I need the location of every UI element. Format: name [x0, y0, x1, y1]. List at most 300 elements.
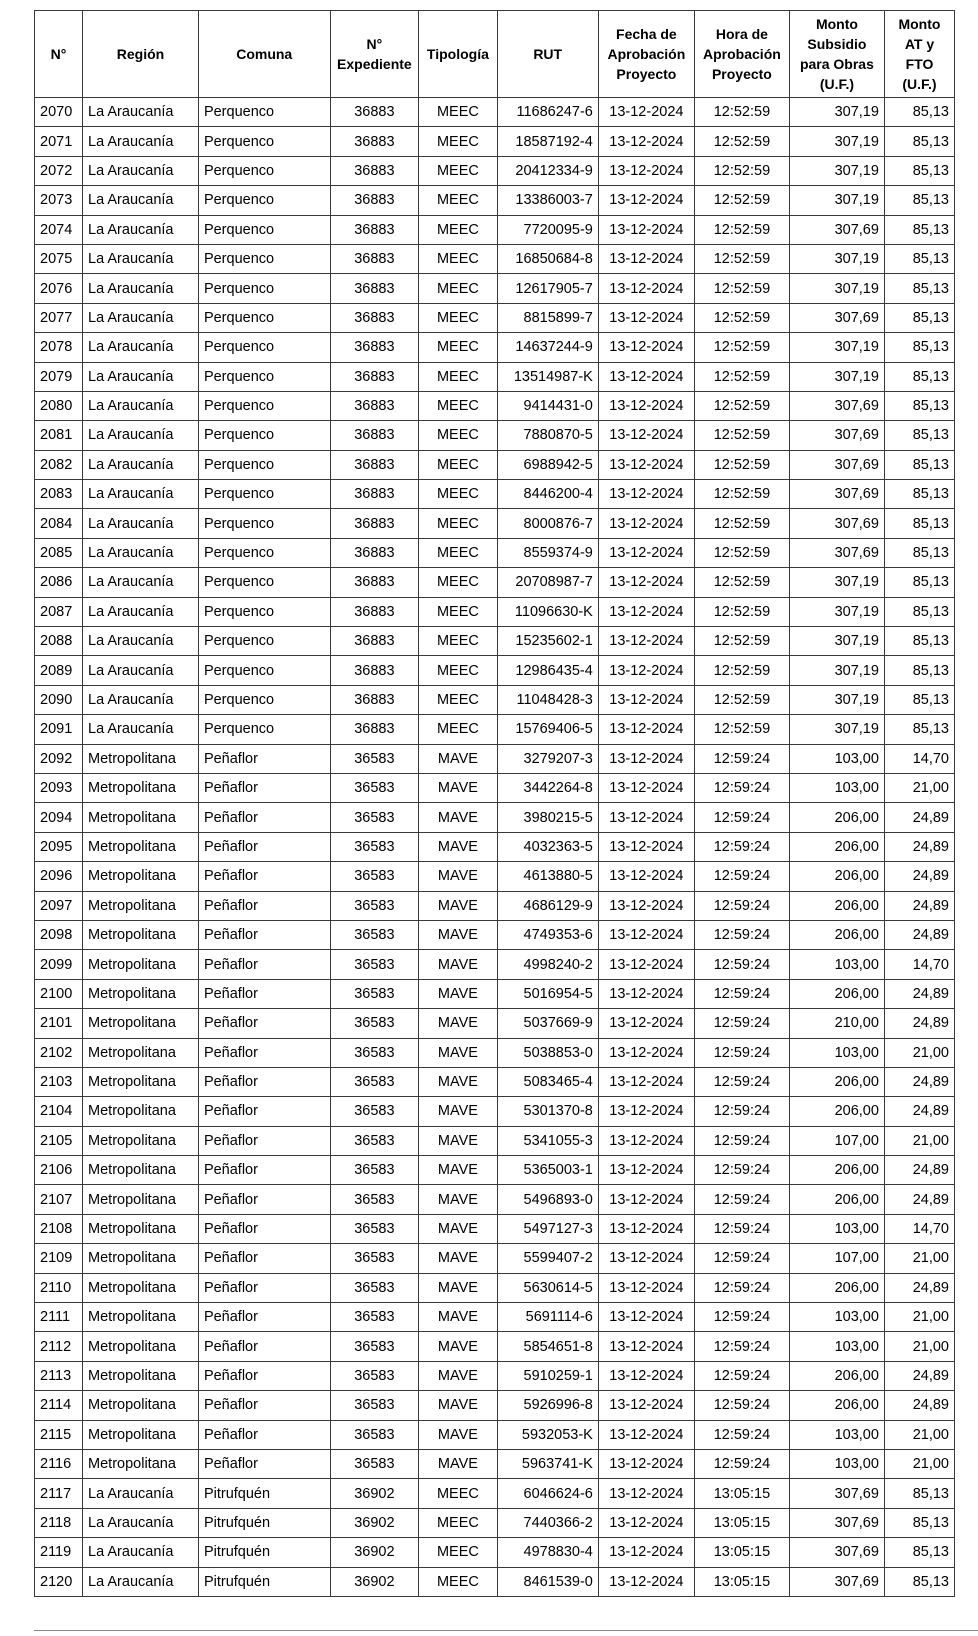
- cell-region: Metropolitana: [83, 1097, 199, 1126]
- cell-comuna: Peñaflor: [198, 920, 330, 949]
- cell-hora: 12:52:59: [694, 303, 789, 332]
- table-row: [35, 744, 955, 773]
- cell-region: La Araucanía: [83, 597, 199, 626]
- cell-fecha: 13-12-2024: [598, 950, 694, 979]
- cell-hora: 12:59:24: [694, 773, 789, 802]
- cell-monto-at-fto: 24,89: [884, 1156, 954, 1185]
- cell-fecha: 13-12-2024: [598, 1508, 694, 1537]
- cell-monto-at-fto: 85,13: [884, 568, 954, 597]
- cell-rut: 5083465-4: [497, 1067, 598, 1096]
- cell-monto-subsidio: 206,00: [789, 1097, 884, 1126]
- cell-monto-at-fto: 85,13: [884, 685, 954, 714]
- table-row: [35, 127, 955, 156]
- cell-rut: 13386003-7: [497, 186, 598, 215]
- cell-monto-subsidio: 307,69: [789, 1479, 884, 1508]
- header-expediente: N° Expediente: [330, 11, 419, 98]
- cell-hora: 12:59:24: [694, 891, 789, 920]
- cell-fecha: 13-12-2024: [598, 1538, 694, 1567]
- cell-comuna: Peñaflor: [198, 1244, 330, 1273]
- cell-hora: 12:59:24: [694, 1038, 789, 1067]
- cell-rut: 11686247-6: [497, 98, 598, 127]
- header-fecha-aprobacion: Fecha de Aprobación Proyecto: [598, 11, 694, 98]
- cell-comuna: Peñaflor: [198, 1214, 330, 1243]
- cell-expediente: 36583: [330, 1214, 419, 1243]
- cell-rut: 5963741-K: [497, 1449, 598, 1478]
- cell-comuna: Peñaflor: [198, 1391, 330, 1420]
- cell-region: Metropolitana: [83, 950, 199, 979]
- cell-rut: 11048428-3: [497, 685, 598, 714]
- cell-region: La Araucanía: [83, 421, 199, 450]
- cell-expediente: 36883: [330, 362, 419, 391]
- table-row: [35, 1567, 955, 1596]
- cell-rut: 18587192-4: [497, 127, 598, 156]
- cell-rut: 5496893-0: [497, 1185, 598, 1214]
- table-row: [35, 627, 955, 656]
- cell-region: La Araucanía: [83, 156, 199, 185]
- cell-monto-subsidio: 206,00: [789, 862, 884, 891]
- cell-rut: 4978830-4: [497, 1538, 598, 1567]
- cell-rut: 5910259-1: [497, 1361, 598, 1390]
- cell-hora: 12:52:59: [694, 98, 789, 127]
- cell-number: 2071: [35, 127, 83, 156]
- table-row: [35, 1538, 955, 1567]
- cell-expediente: 36883: [330, 186, 419, 215]
- cell-fecha: 13-12-2024: [598, 803, 694, 832]
- cell-tipologia: MEEC: [419, 274, 497, 303]
- cell-number: 2077: [35, 303, 83, 332]
- cell-region: La Araucanía: [83, 186, 199, 215]
- cell-expediente: 36883: [330, 421, 419, 450]
- header-monto-at-fto: Monto AT y FTO (U.F.): [884, 11, 954, 98]
- cell-hora: 12:52:59: [694, 715, 789, 744]
- cell-number: 2083: [35, 480, 83, 509]
- cell-fecha: 13-12-2024: [598, 362, 694, 391]
- cell-monto-at-fto: 24,89: [884, 832, 954, 861]
- cell-monto-at-fto: 24,89: [884, 979, 954, 1008]
- cell-comuna: Perquenco: [198, 244, 330, 273]
- cell-comuna: Perquenco: [198, 715, 330, 744]
- cell-fecha: 13-12-2024: [598, 862, 694, 891]
- cell-tipologia: MEEC: [419, 127, 497, 156]
- table-row: [35, 244, 955, 273]
- cell-monto-subsidio: 206,00: [789, 1273, 884, 1302]
- cell-region: Metropolitana: [83, 920, 199, 949]
- cell-expediente: 36583: [330, 773, 419, 802]
- cell-monto-subsidio: 307,69: [789, 538, 884, 567]
- cell-expediente: 36902: [330, 1479, 419, 1508]
- cell-expediente: 36583: [330, 1156, 419, 1185]
- cell-monto-subsidio: 307,19: [789, 568, 884, 597]
- table-row: [35, 1009, 955, 1038]
- cell-fecha: 13-12-2024: [598, 1420, 694, 1449]
- table-row: [35, 391, 955, 420]
- cell-number: 2118: [35, 1508, 83, 1537]
- table-row: [35, 832, 955, 861]
- cell-expediente: 36883: [330, 685, 419, 714]
- cell-number: 2082: [35, 450, 83, 479]
- cell-fecha: 13-12-2024: [598, 773, 694, 802]
- cell-fecha: 13-12-2024: [598, 303, 694, 332]
- cell-comuna: Peñaflor: [198, 1361, 330, 1390]
- cell-fecha: 13-12-2024: [598, 244, 694, 273]
- cell-rut: 5038853-0: [497, 1038, 598, 1067]
- cell-monto-at-fto: 85,13: [884, 362, 954, 391]
- cell-comuna: Peñaflor: [198, 1273, 330, 1302]
- cell-region: Metropolitana: [83, 1126, 199, 1155]
- table-row: [35, 274, 955, 303]
- cell-monto-subsidio: 307,19: [789, 656, 884, 685]
- cell-comuna: Perquenco: [198, 362, 330, 391]
- cell-monto-at-fto: 24,89: [884, 862, 954, 891]
- table-row: [35, 1097, 955, 1126]
- cell-tipologia: MAVE: [419, 1420, 497, 1449]
- cell-rut: 12986435-4: [497, 656, 598, 685]
- cell-comuna: Peñaflor: [198, 1303, 330, 1332]
- cell-comuna: Peñaflor: [198, 803, 330, 832]
- cell-region: Metropolitana: [83, 1067, 199, 1096]
- cell-rut: 8446200-4: [497, 480, 598, 509]
- cell-region: La Araucanía: [83, 244, 199, 273]
- cell-rut: 4032363-5: [497, 832, 598, 861]
- cell-monto-subsidio: 307,19: [789, 627, 884, 656]
- table-row: [35, 1214, 955, 1243]
- cell-number: 2103: [35, 1067, 83, 1096]
- cell-rut: 4686129-9: [497, 891, 598, 920]
- cell-monto-at-fto: 85,13: [884, 1567, 954, 1596]
- cell-rut: 8559374-9: [497, 538, 598, 567]
- cell-tipologia: MAVE: [419, 1361, 497, 1390]
- cell-tipologia: MEEC: [419, 538, 497, 567]
- cell-monto-subsidio: 307,19: [789, 156, 884, 185]
- cell-number: 2089: [35, 656, 83, 685]
- cell-comuna: Perquenco: [198, 450, 330, 479]
- cell-fecha: 13-12-2024: [598, 920, 694, 949]
- cell-expediente: 36583: [330, 744, 419, 773]
- cell-expediente: 36583: [330, 1391, 419, 1420]
- cell-hora: 12:52:59: [694, 333, 789, 362]
- cell-monto-at-fto: 85,13: [884, 656, 954, 685]
- cell-expediente: 36902: [330, 1508, 419, 1537]
- cell-hora: 12:59:24: [694, 1214, 789, 1243]
- cell-number: 2107: [35, 1185, 83, 1214]
- cell-rut: 5016954-5: [497, 979, 598, 1008]
- cell-tipologia: MAVE: [419, 1303, 497, 1332]
- cell-region: Metropolitana: [83, 1214, 199, 1243]
- cell-hora: 12:52:59: [694, 656, 789, 685]
- cell-tipologia: MAVE: [419, 1185, 497, 1214]
- header-hora-aprobacion: Hora de Aprobación Proyecto: [694, 11, 789, 98]
- cell-monto-subsidio: 307,69: [789, 450, 884, 479]
- cell-hora: 12:59:24: [694, 1156, 789, 1185]
- cell-hora: 12:52:59: [694, 274, 789, 303]
- cell-monto-subsidio: 307,19: [789, 333, 884, 362]
- cell-tipologia: MEEC: [419, 656, 497, 685]
- cell-region: Metropolitana: [83, 1009, 199, 1038]
- table-row: [35, 1508, 955, 1537]
- cell-number: 2116: [35, 1449, 83, 1478]
- cell-expediente: 36583: [330, 1273, 419, 1302]
- cell-region: La Araucanía: [83, 509, 199, 538]
- cell-expediente: 36883: [330, 244, 419, 273]
- cell-number: 2094: [35, 803, 83, 832]
- cell-tipologia: MEEC: [419, 362, 497, 391]
- cell-region: La Araucanía: [83, 333, 199, 362]
- cell-region: La Araucanía: [83, 450, 199, 479]
- cell-hora: 12:59:24: [694, 1185, 789, 1214]
- cell-rut: 7440366-2: [497, 1508, 598, 1537]
- cell-rut: 5341055-3: [497, 1126, 598, 1155]
- cell-expediente: 36583: [330, 920, 419, 949]
- cell-comuna: Perquenco: [198, 156, 330, 185]
- cell-region: La Araucanía: [83, 1567, 199, 1596]
- cell-monto-at-fto: 85,13: [884, 156, 954, 185]
- cell-comuna: Peñaflor: [198, 1185, 330, 1214]
- table-row: [35, 1067, 955, 1096]
- cell-fecha: 13-12-2024: [598, 450, 694, 479]
- cell-comuna: Perquenco: [198, 274, 330, 303]
- header-monto-subsidio: Monto Subsidio para Obras (U.F.): [789, 11, 884, 98]
- cell-monto-at-fto: 24,89: [884, 1391, 954, 1420]
- cell-comuna: Peñaflor: [198, 773, 330, 802]
- cell-rut: 5932053-K: [497, 1420, 598, 1449]
- cell-monto-subsidio: 206,00: [789, 979, 884, 1008]
- cell-comuna: Peñaflor: [198, 1038, 330, 1067]
- cell-number: 2096: [35, 862, 83, 891]
- cell-rut: 9414431-0: [497, 391, 598, 420]
- table-row: [35, 891, 955, 920]
- table-row: [35, 1038, 955, 1067]
- header-number: N°: [35, 11, 83, 98]
- cell-tipologia: MEEC: [419, 597, 497, 626]
- cell-tipologia: MEEC: [419, 685, 497, 714]
- cell-expediente: 36583: [330, 803, 419, 832]
- cell-monto-subsidio: 103,00: [789, 1038, 884, 1067]
- cell-expediente: 36883: [330, 627, 419, 656]
- cell-number: 2112: [35, 1332, 83, 1361]
- table-row: [35, 303, 955, 332]
- table-body: [35, 98, 955, 1597]
- table-row: [35, 186, 955, 215]
- cell-fecha: 13-12-2024: [598, 1156, 694, 1185]
- cell-monto-subsidio: 307,19: [789, 685, 884, 714]
- cell-monto-at-fto: 21,00: [884, 1420, 954, 1449]
- cell-rut: 4613880-5: [497, 862, 598, 891]
- cell-number: 2091: [35, 715, 83, 744]
- cell-hora: 12:59:24: [694, 832, 789, 861]
- cell-expediente: 36883: [330, 597, 419, 626]
- cell-tipologia: MAVE: [419, 920, 497, 949]
- header-row: [35, 11, 955, 98]
- table-row: [35, 98, 955, 127]
- cell-region: La Araucanía: [83, 480, 199, 509]
- cell-comuna: Perquenco: [198, 656, 330, 685]
- header-rut: RUT: [497, 11, 598, 98]
- cell-number: 2111: [35, 1303, 83, 1332]
- cell-monto-at-fto: 24,89: [884, 1067, 954, 1096]
- cell-comuna: Peñaflor: [198, 862, 330, 891]
- cell-monto-at-fto: 24,89: [884, 1097, 954, 1126]
- cell-monto-subsidio: 307,69: [789, 1538, 884, 1567]
- cell-rut: 20412334-9: [497, 156, 598, 185]
- cell-monto-subsidio: 206,00: [789, 920, 884, 949]
- cell-monto-subsidio: 307,69: [789, 303, 884, 332]
- cell-monto-subsidio: 103,00: [789, 744, 884, 773]
- cell-tipologia: MEEC: [419, 186, 497, 215]
- cell-fecha: 13-12-2024: [598, 127, 694, 156]
- cell-monto-at-fto: 85,13: [884, 333, 954, 362]
- cell-expediente: 36883: [330, 127, 419, 156]
- header-tipologia: Tipología: [419, 11, 497, 98]
- cell-tipologia: MEEC: [419, 333, 497, 362]
- cell-hora: 12:52:59: [694, 391, 789, 420]
- table-row: [35, 215, 955, 244]
- cell-fecha: 13-12-2024: [598, 98, 694, 127]
- cell-comuna: Peñaflor: [198, 1067, 330, 1096]
- cell-number: 2090: [35, 685, 83, 714]
- cell-rut: 14637244-9: [497, 333, 598, 362]
- cell-hora: 12:59:24: [694, 1332, 789, 1361]
- cell-region: Metropolitana: [83, 1449, 199, 1478]
- cell-monto-at-fto: 85,13: [884, 597, 954, 626]
- cell-region: Metropolitana: [83, 803, 199, 832]
- cell-monto-subsidio: 307,19: [789, 186, 884, 215]
- cell-comuna: Perquenco: [198, 391, 330, 420]
- cell-rut: 5926996-8: [497, 1391, 598, 1420]
- cell-fecha: 13-12-2024: [598, 1303, 694, 1332]
- cell-hora: 12:59:24: [694, 1361, 789, 1390]
- cell-number: 2079: [35, 362, 83, 391]
- cell-rut: 5365003-1: [497, 1156, 598, 1185]
- cell-rut: 3442264-8: [497, 773, 598, 802]
- cell-monto-at-fto: 24,89: [884, 891, 954, 920]
- cell-monto-at-fto: 85,13: [884, 509, 954, 538]
- cell-expediente: 36883: [330, 333, 419, 362]
- cell-monto-subsidio: 206,00: [789, 1067, 884, 1096]
- cell-hora: 12:52:59: [694, 568, 789, 597]
- cell-region: Metropolitana: [83, 979, 199, 1008]
- cell-tipologia: MEEC: [419, 450, 497, 479]
- cell-hora: 13:05:15: [694, 1538, 789, 1567]
- cell-expediente: 36883: [330, 656, 419, 685]
- cell-monto-at-fto: 21,00: [884, 1244, 954, 1273]
- cell-rut: 4749353-6: [497, 920, 598, 949]
- cell-rut: 16850684-8: [497, 244, 598, 273]
- cell-number: 2099: [35, 950, 83, 979]
- cell-number: 2101: [35, 1009, 83, 1038]
- cell-monto-subsidio: 103,00: [789, 1303, 884, 1332]
- cell-number: 2076: [35, 274, 83, 303]
- cell-fecha: 13-12-2024: [598, 715, 694, 744]
- cell-expediente: 36583: [330, 1009, 419, 1038]
- cell-tipologia: MEEC: [419, 303, 497, 332]
- cell-expediente: 36883: [330, 450, 419, 479]
- table-row: [35, 333, 955, 362]
- cell-monto-at-fto: 85,13: [884, 1508, 954, 1537]
- cell-monto-at-fto: 21,00: [884, 1038, 954, 1067]
- cell-hora: 12:52:59: [694, 127, 789, 156]
- cell-comuna: Peñaflor: [198, 1097, 330, 1126]
- table-row: [35, 1244, 955, 1273]
- cell-comuna: Peñaflor: [198, 891, 330, 920]
- cell-comuna: Perquenco: [198, 685, 330, 714]
- cell-expediente: 36883: [330, 715, 419, 744]
- cell-rut: 5599407-2: [497, 1244, 598, 1273]
- cell-fecha: 13-12-2024: [598, 1391, 694, 1420]
- cell-tipologia: MEEC: [419, 421, 497, 450]
- cell-number: 2120: [35, 1567, 83, 1596]
- cell-hora: 12:59:24: [694, 1303, 789, 1332]
- cell-fecha: 13-12-2024: [598, 979, 694, 1008]
- cell-tipologia: MEEC: [419, 715, 497, 744]
- cell-fecha: 13-12-2024: [598, 1479, 694, 1508]
- cell-tipologia: MAVE: [419, 744, 497, 773]
- cell-rut: 5854651-8: [497, 1332, 598, 1361]
- cell-rut: 7720095-9: [497, 215, 598, 244]
- cell-rut: 5037669-9: [497, 1009, 598, 1038]
- cell-monto-subsidio: 206,00: [789, 1156, 884, 1185]
- cell-hora: 12:52:59: [694, 450, 789, 479]
- cell-hora: 12:52:59: [694, 480, 789, 509]
- cell-monto-at-fto: 85,13: [884, 627, 954, 656]
- cell-number: 2070: [35, 98, 83, 127]
- table-row: [35, 1361, 955, 1390]
- cell-hora: 12:52:59: [694, 362, 789, 391]
- cell-tipologia: MAVE: [419, 1244, 497, 1273]
- cell-fecha: 13-12-2024: [598, 656, 694, 685]
- cell-comuna: Perquenco: [198, 568, 330, 597]
- footer-divider: [34, 1630, 978, 1631]
- cell-expediente: 36583: [330, 1038, 419, 1067]
- cell-monto-at-fto: 85,13: [884, 391, 954, 420]
- cell-hora: 12:52:59: [694, 685, 789, 714]
- cell-expediente: 36583: [330, 832, 419, 861]
- cell-monto-at-fto: 85,13: [884, 450, 954, 479]
- table-header: [35, 11, 955, 98]
- cell-rut: 20708987-7: [497, 568, 598, 597]
- cell-fecha: 13-12-2024: [598, 1097, 694, 1126]
- cell-hora: 12:52:59: [694, 627, 789, 656]
- cell-region: Metropolitana: [83, 1332, 199, 1361]
- cell-tipologia: MEEC: [419, 568, 497, 597]
- cell-region: La Araucanía: [83, 98, 199, 127]
- cell-fecha: 13-12-2024: [598, 1126, 694, 1155]
- cell-hora: 12:52:59: [694, 186, 789, 215]
- cell-tipologia: MAVE: [419, 950, 497, 979]
- cell-monto-subsidio: 307,69: [789, 215, 884, 244]
- cell-tipologia: MEEC: [419, 244, 497, 273]
- cell-expediente: 36583: [330, 1097, 419, 1126]
- cell-region: Metropolitana: [83, 891, 199, 920]
- cell-rut: 8461539-0: [497, 1567, 598, 1596]
- cell-number: 2086: [35, 568, 83, 597]
- cell-tipologia: MEEC: [419, 156, 497, 185]
- cell-monto-subsidio: 307,19: [789, 362, 884, 391]
- cell-region: La Araucanía: [83, 1538, 199, 1567]
- cell-comuna: Peñaflor: [198, 1332, 330, 1361]
- cell-expediente: 36583: [330, 1449, 419, 1478]
- cell-rut: 11096630-K: [497, 597, 598, 626]
- table-row: [35, 950, 955, 979]
- cell-number: 2093: [35, 773, 83, 802]
- cell-monto-at-fto: 14,70: [884, 744, 954, 773]
- cell-hora: 12:59:24: [694, 1097, 789, 1126]
- cell-region: La Araucanía: [83, 656, 199, 685]
- cell-tipologia: MAVE: [419, 1126, 497, 1155]
- cell-number: 2078: [35, 333, 83, 362]
- cell-comuna: Perquenco: [198, 186, 330, 215]
- cell-monto-at-fto: 85,13: [884, 127, 954, 156]
- cell-hora: 12:52:59: [694, 538, 789, 567]
